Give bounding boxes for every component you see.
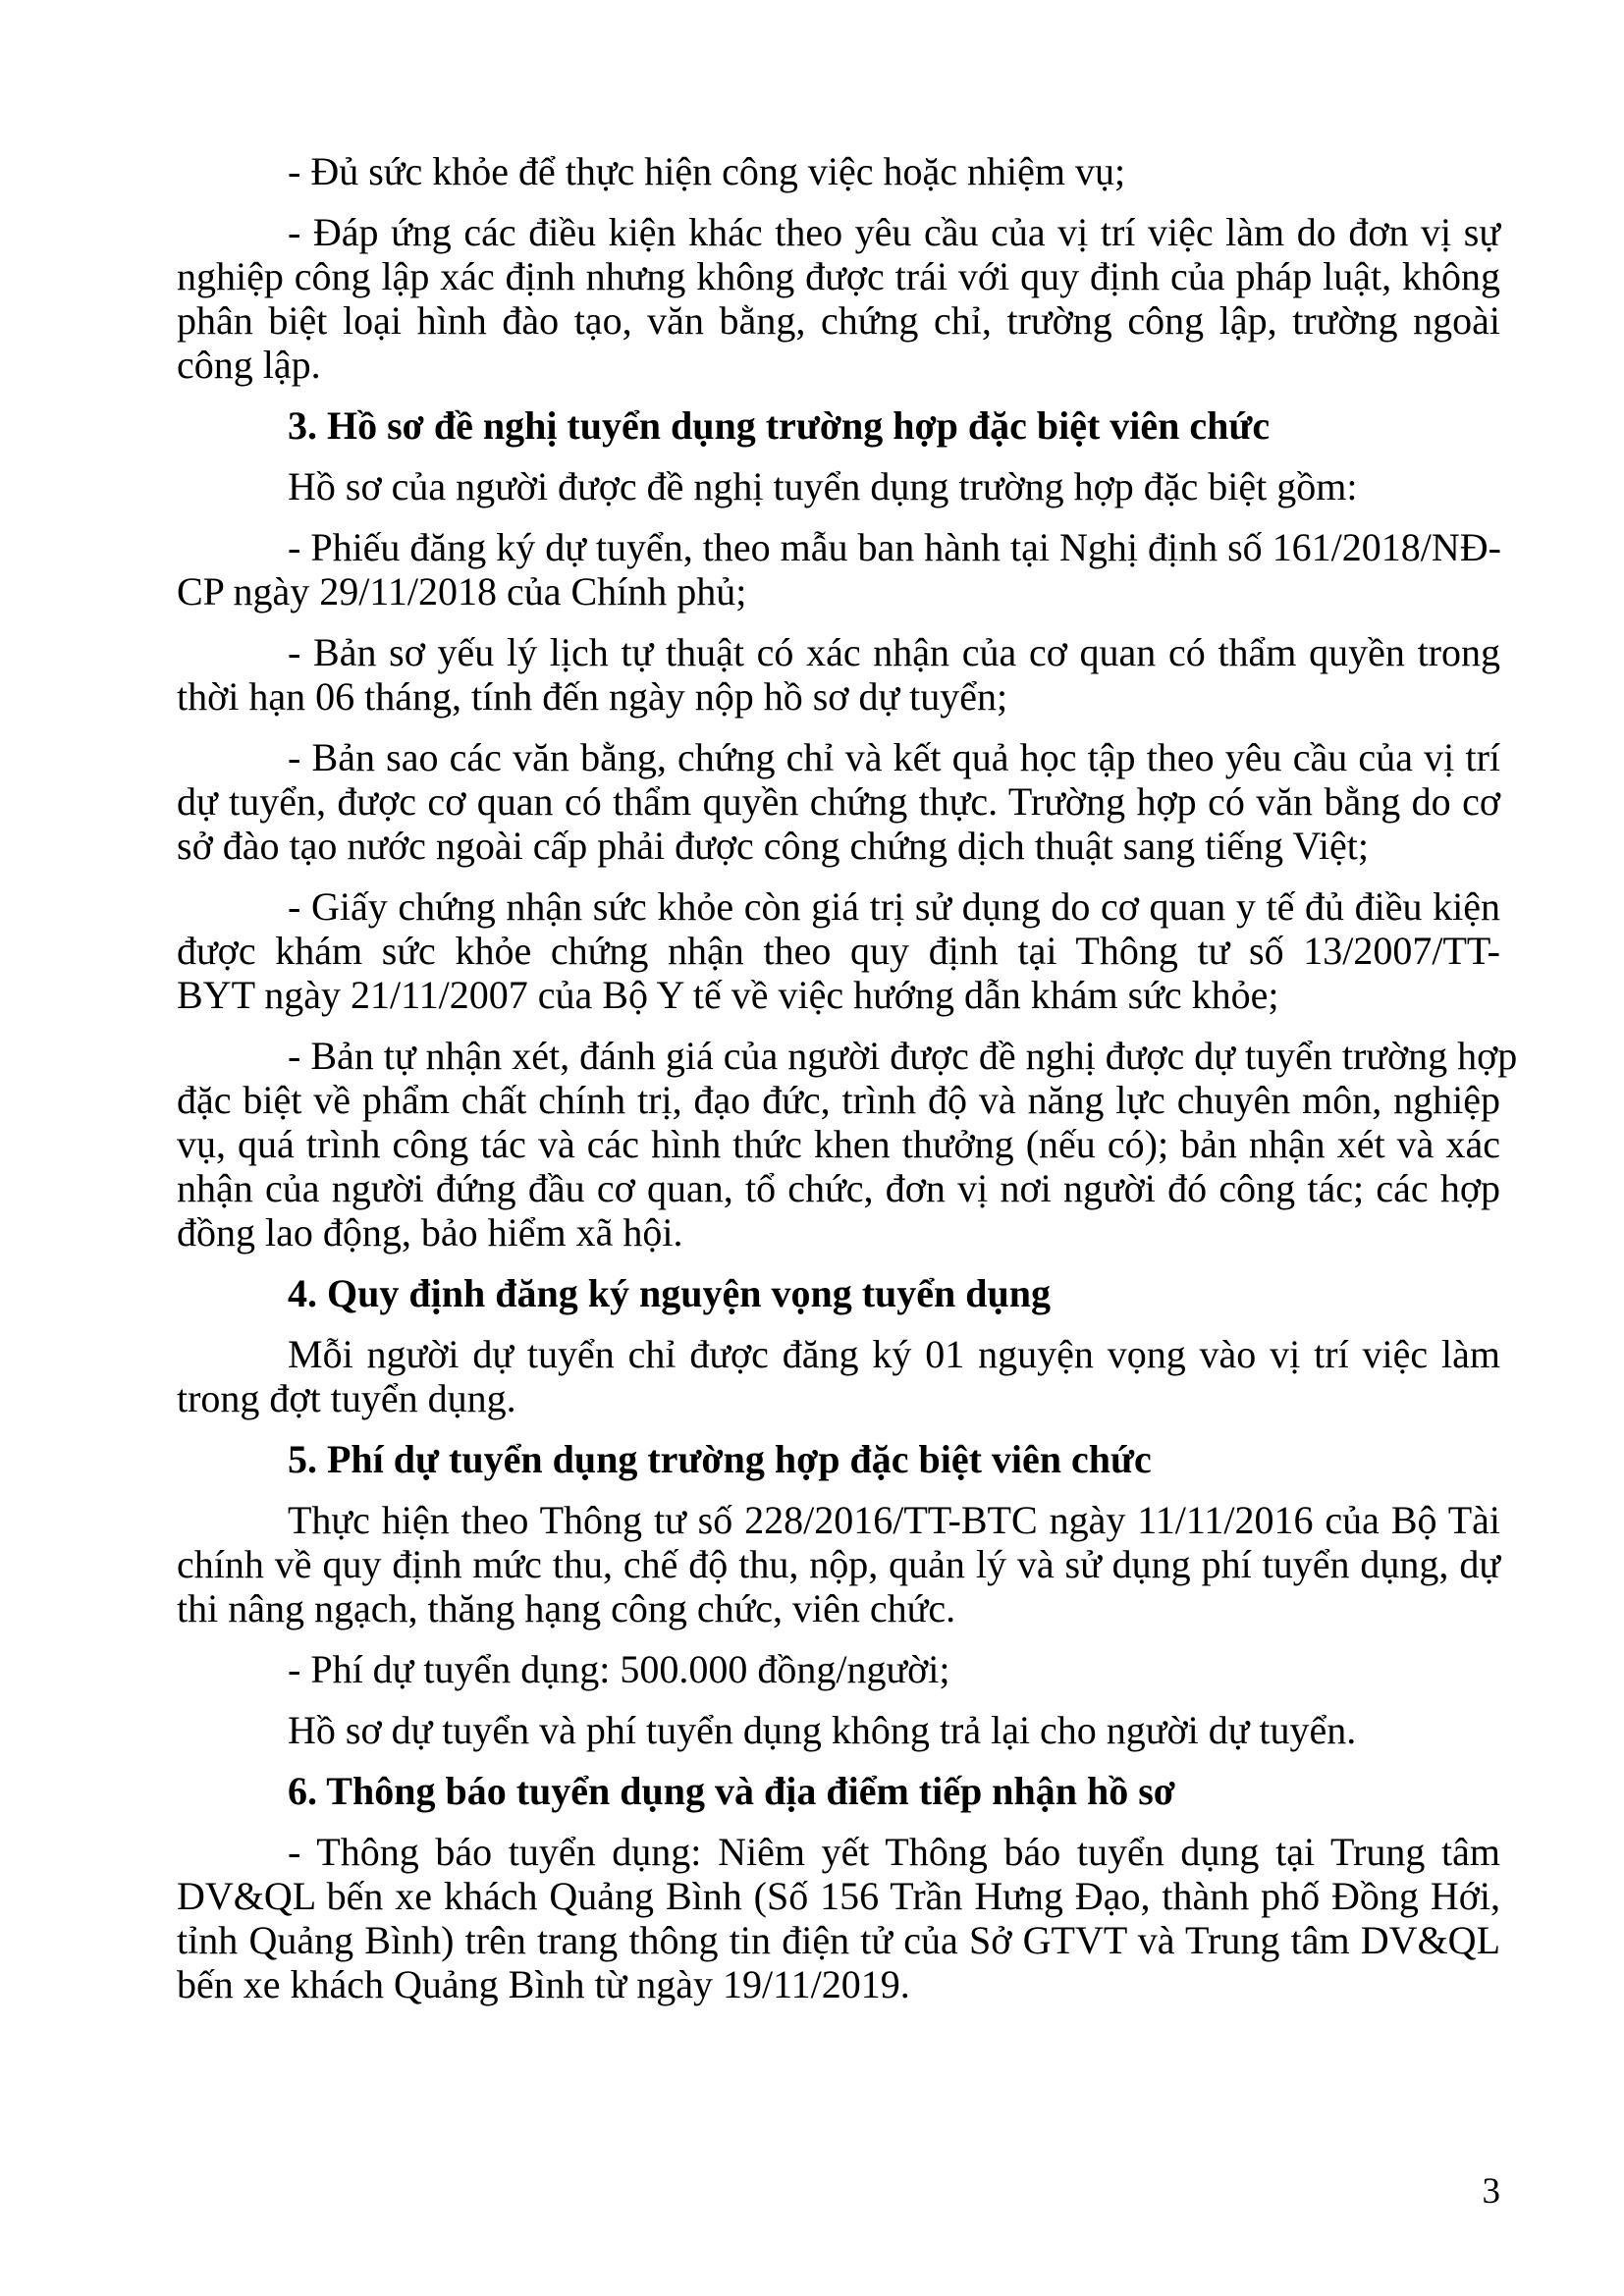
text-line: trong đợt tuyển dụng. bbox=[177, 1376, 516, 1420]
text-line: nhận của người đứng đầu cơ quan, tổ chức, đơn vị nơi người đó công tác; các hợp bbox=[177, 1166, 1500, 1210]
text-line: - Bản tự nhận xét, đánh giá của người được đề nghị được dự tuyển trường hợp bbox=[288, 1034, 1518, 1078]
paragraph bbox=[177, 1332, 1500, 1420]
text-line: nghiệp công lập xác định nhưng không được trái với quy định của pháp luật, không bbox=[177, 254, 1500, 298]
heading-text: 3. Hồ sơ đề nghị tuyển dụng trường hợp đặc biệt viên chức bbox=[288, 403, 1271, 448]
text-line: sở đào tạo nước ngoài cấp phải được công chứng dịch thuật sang tiếng Việt; bbox=[177, 824, 1369, 868]
paragraph bbox=[177, 1498, 1500, 1630]
text-line: - Đáp ứng các điều kiện khác theo yêu cầu của vị trí việc làm do đơn vị sự bbox=[288, 210, 1500, 254]
heading-text: 4. Quy định đăng ký nguyện vọng tuyển dụng bbox=[288, 1271, 1051, 1315]
text-line: thời hạn 06 tháng, tính đến ngày nộp hồ sơ dự tuyển; bbox=[177, 674, 1008, 719]
paragraph bbox=[177, 210, 1500, 387]
text-line: phân biệt loại hình đào tạo, văn bằng, chứng chỉ, trường công lập, trường ngoài bbox=[177, 298, 1500, 343]
section-heading-4 bbox=[177, 1271, 1500, 1315]
text-line: - Thông báo tuyển dụng: Niêm yết Thông báo tuyển dụng tại Trung tâm bbox=[288, 1830, 1500, 1874]
text-line: được khám sức khỏe chứng nhận theo quy định tại Thông tư số 13/2007/TT- bbox=[177, 929, 1500, 973]
text-line: Hồ sơ dự tuyển và phí tuyển dụng không trả lại cho người dự tuyển. bbox=[288, 1708, 1357, 1752]
text-line: đồng lao động, bảo hiểm xã hội. bbox=[177, 1210, 683, 1255]
section-heading-6 bbox=[177, 1769, 1500, 1813]
text-line: - Đủ sức khỏe để thực hiện công việc hoặc nhiệm vụ; bbox=[288, 149, 1126, 193]
text-line: - Giấy chứng nhận sức khỏe còn giá trị sử dụng do cơ quan y tế đủ điều kiện bbox=[288, 884, 1500, 929]
paragraph bbox=[177, 1034, 1518, 1255]
text-line: dự tuyển, được cơ quan có thẩm quyền chứng thực. Trường hợp có văn bằng do cơ bbox=[177, 779, 1500, 824]
paragraph bbox=[177, 735, 1500, 868]
paragraph bbox=[177, 630, 1500, 719]
section-heading-5 bbox=[177, 1437, 1500, 1481]
section-heading-3 bbox=[177, 403, 1500, 448]
text-line: - Phí dự tuyển dụng: 500.000 đồng/người; bbox=[288, 1647, 950, 1691]
text-line: Hồ sơ của người được đề nghị tuyển dụng trường hợp đặc biệt gồm: bbox=[288, 464, 1358, 508]
text-line: BYT ngày 21/11/2007 của Bộ Y tế về việc hướng dẫn khám sức khỏe; bbox=[177, 973, 1279, 1017]
text-line: CP ngày 29/11/2018 của Chính phủ; bbox=[177, 569, 747, 614]
text-line: tỉnh Quảng Bình) trên trang thông tin điện tử của Sở GTVT và Trung tâm DV&QL bbox=[177, 1918, 1500, 1962]
text-line: - Bản sao các văn bằng, chứng chỉ và kết quả học tập theo yêu cầu của vị trí bbox=[288, 735, 1500, 779]
text-line: vụ, quá trình công tác và các hình thức khen thưởng (nếu có); bản nhận xét và xác bbox=[177, 1122, 1500, 1166]
text-line: - Phiếu đăng ký dự tuyển, theo mẫu ban hành tại Nghị định số 161/2018/NĐ- bbox=[288, 525, 1501, 569]
paragraph bbox=[177, 525, 1500, 614]
heading-text: 6. Thông báo tuyển dụng và địa điểm tiếp nhận hồ sơ bbox=[288, 1769, 1175, 1813]
heading-text: 5. Phí dự tuyển dụng trường hợp đặc biệt viên chức bbox=[288, 1437, 1152, 1481]
page-number: 3 bbox=[1482, 2171, 1500, 2212]
text-line: bến xe khách Quảng Bình từ ngày 19/11/2019. bbox=[177, 1962, 910, 2006]
text-line: thi nâng ngạch, thăng hạng công chức, viên chức. bbox=[177, 1586, 956, 1630]
text-line: chính về quy định mức thu, chế độ thu, nộp, quản lý và sử dụng phí tuyển dụng, dự bbox=[177, 1542, 1500, 1586]
paragraph bbox=[177, 1708, 1500, 1752]
paragraph bbox=[177, 884, 1500, 1017]
text-line: - Bản sơ yếu lý lịch tự thuật có xác nhận của cơ quan có thẩm quyền trong bbox=[288, 630, 1500, 674]
paragraph bbox=[177, 149, 1500, 193]
document-body bbox=[177, 149, 1518, 2023]
paragraph bbox=[177, 1830, 1500, 2006]
paragraph bbox=[177, 464, 1500, 508]
text-line: công lập. bbox=[177, 343, 321, 387]
text-line: DV&QL bến xe khách Quảng Bình (Số 156 Trần Hưng Đạo, thành phố Đồng Hới, bbox=[177, 1874, 1500, 1918]
text-line: Thực hiện theo Thông tư số 228/2016/TT-BTC ngày 11/11/2016 của Bộ Tài bbox=[288, 1498, 1500, 1542]
paragraph bbox=[177, 1647, 1500, 1691]
text-line: đặc biệt về phẩm chất chính trị, đạo đức, trình độ và năng lực chuyên môn, nghiệp bbox=[177, 1078, 1500, 1122]
text-line: Mỗi người dự tuyển chỉ được đăng ký 01 nguyện vọng vào vị trí việc làm bbox=[288, 1332, 1500, 1376]
